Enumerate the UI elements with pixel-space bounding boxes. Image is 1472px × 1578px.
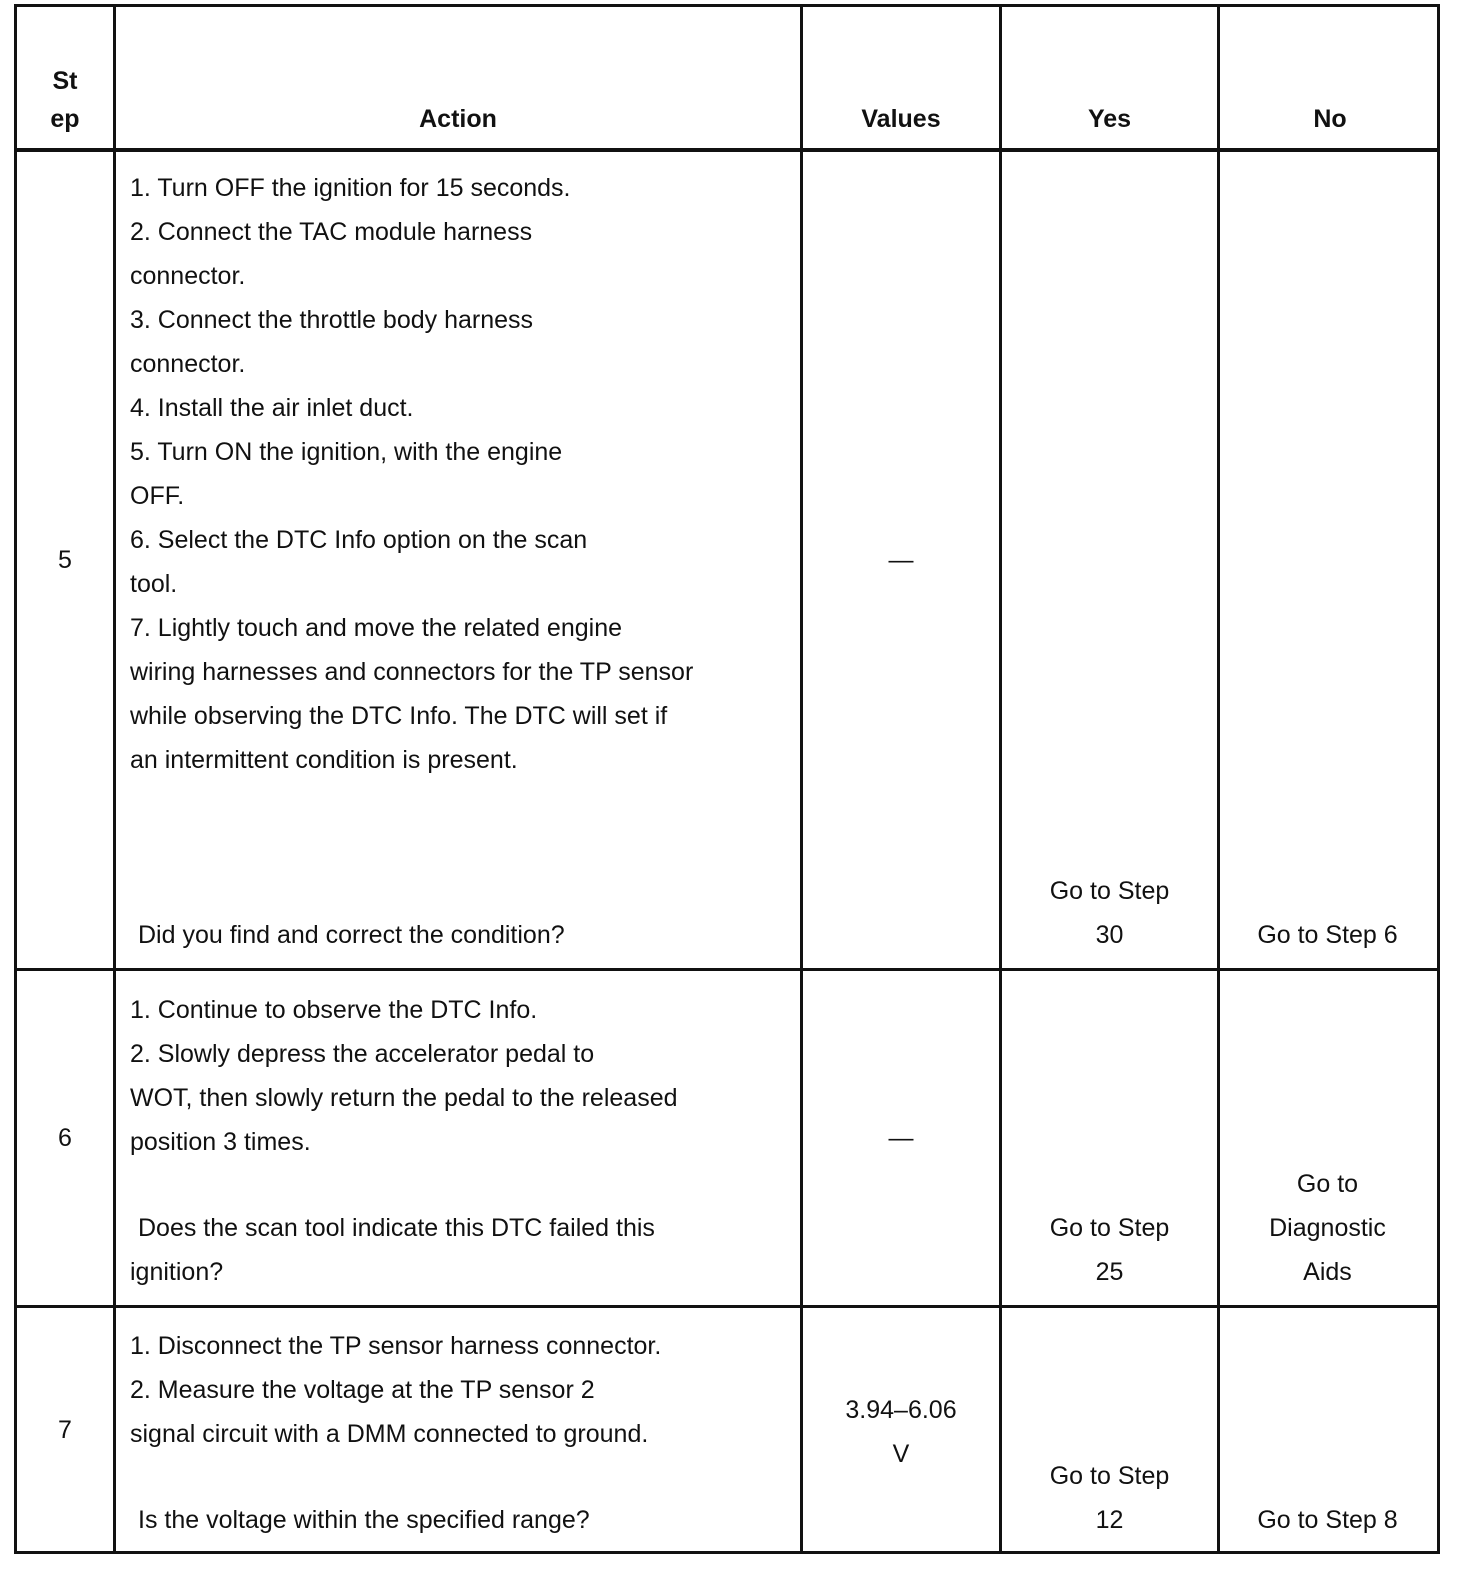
action-line: 3. Connect the throttle body harness [130, 306, 534, 334]
column-divider [1217, 7, 1220, 1551]
yes-line: Go to Step [1049, 1214, 1170, 1242]
question-line: ignition? [130, 1258, 224, 1286]
action-text [130, 166, 790, 782]
column-divider [113, 7, 116, 1551]
question-line: Does the scan tool indicate this DTC failed this [138, 1214, 655, 1242]
action-line: signal circuit with a DMM connected to ground. [130, 1420, 649, 1448]
action-line: 2. Measure the voltage at the TP sensor 2 [130, 1376, 595, 1404]
header-step-line2: ep [50, 105, 80, 133]
yes-cell [1002, 1454, 1217, 1542]
action-line: an intermittent condition is present. [130, 746, 518, 774]
action-line: 2. Slowly depress the accelerator pedal to [130, 1040, 595, 1068]
step-number: 7 [58, 1415, 72, 1444]
row-divider [17, 968, 1437, 971]
value-line: 3.94–6.06 [845, 1396, 957, 1424]
row-divider [17, 1305, 1437, 1308]
question-text [130, 1206, 790, 1294]
question-text: Did you find and correct the condition? [138, 921, 565, 949]
action-line: 1. Disconnect the TP sensor harness connector. [130, 1332, 662, 1360]
yes-line: 12 [1095, 1506, 1124, 1534]
value-cell: — [888, 546, 914, 574]
question-text: Is the voltage within the specified range? [138, 1506, 590, 1534]
action-line: position 3 times. [130, 1128, 311, 1156]
no-cell: Go to Step 8 [1257, 1506, 1398, 1534]
action-line: connector. [130, 262, 246, 290]
diagnostic-table [14, 4, 1440, 1554]
yes-line: 25 [1095, 1258, 1124, 1286]
action-line: 6. Select the DTC Info option on the scan [130, 526, 588, 554]
action-line: 1. Continue to observe the DTC Info. [130, 996, 538, 1024]
header-yes: Yes [1087, 105, 1132, 133]
header-step [17, 59, 113, 141]
no-line: Aids [1303, 1258, 1352, 1286]
action-text [130, 1324, 790, 1456]
action-line: OFF. [130, 482, 185, 510]
header-values: Values [861, 105, 941, 133]
action-line: 5. Turn ON the ignition, with the engine [130, 438, 563, 466]
action-line: tool. [130, 570, 178, 598]
value-cell [803, 1388, 999, 1476]
action-line: 7. Lightly touch and move the related engine [130, 614, 623, 642]
yes-line: Go to Step [1049, 1462, 1170, 1490]
yes-line: 30 [1095, 921, 1124, 949]
action-line: 2. Connect the TAC module harness [130, 218, 533, 246]
no-line: Diagnostic [1269, 1214, 1386, 1242]
value-cell: — [888, 1124, 914, 1152]
action-line: while observing the DTC Info. The DTC will set if [130, 702, 668, 730]
column-divider [999, 7, 1002, 1551]
yes-cell [1002, 1206, 1217, 1294]
no-line: Go to [1296, 1170, 1359, 1198]
header-no: No [1313, 105, 1347, 133]
yes-line: Go to Step [1049, 877, 1170, 905]
no-cell: Go to Step 6 [1257, 921, 1398, 949]
step-number: 5 [58, 546, 72, 574]
header-action: Action [419, 105, 497, 133]
action-line: 1. Turn OFF the ignition for 15 seconds. [130, 174, 571, 202]
step-number: 6 [58, 1124, 72, 1152]
action-line: wiring harnesses and connectors for the TP sensor [130, 658, 694, 686]
value-line: V [892, 1440, 910, 1468]
row-divider [17, 148, 1437, 152]
action-line: 4. Install the air inlet duct. [130, 394, 414, 422]
action-line: WOT, then slowly return the pedal to the released [130, 1084, 678, 1112]
no-cell [1220, 1162, 1435, 1294]
header-step-line1: St [52, 67, 78, 95]
action-line: connector. [130, 350, 246, 378]
yes-cell [1002, 869, 1217, 957]
action-text [130, 988, 790, 1164]
